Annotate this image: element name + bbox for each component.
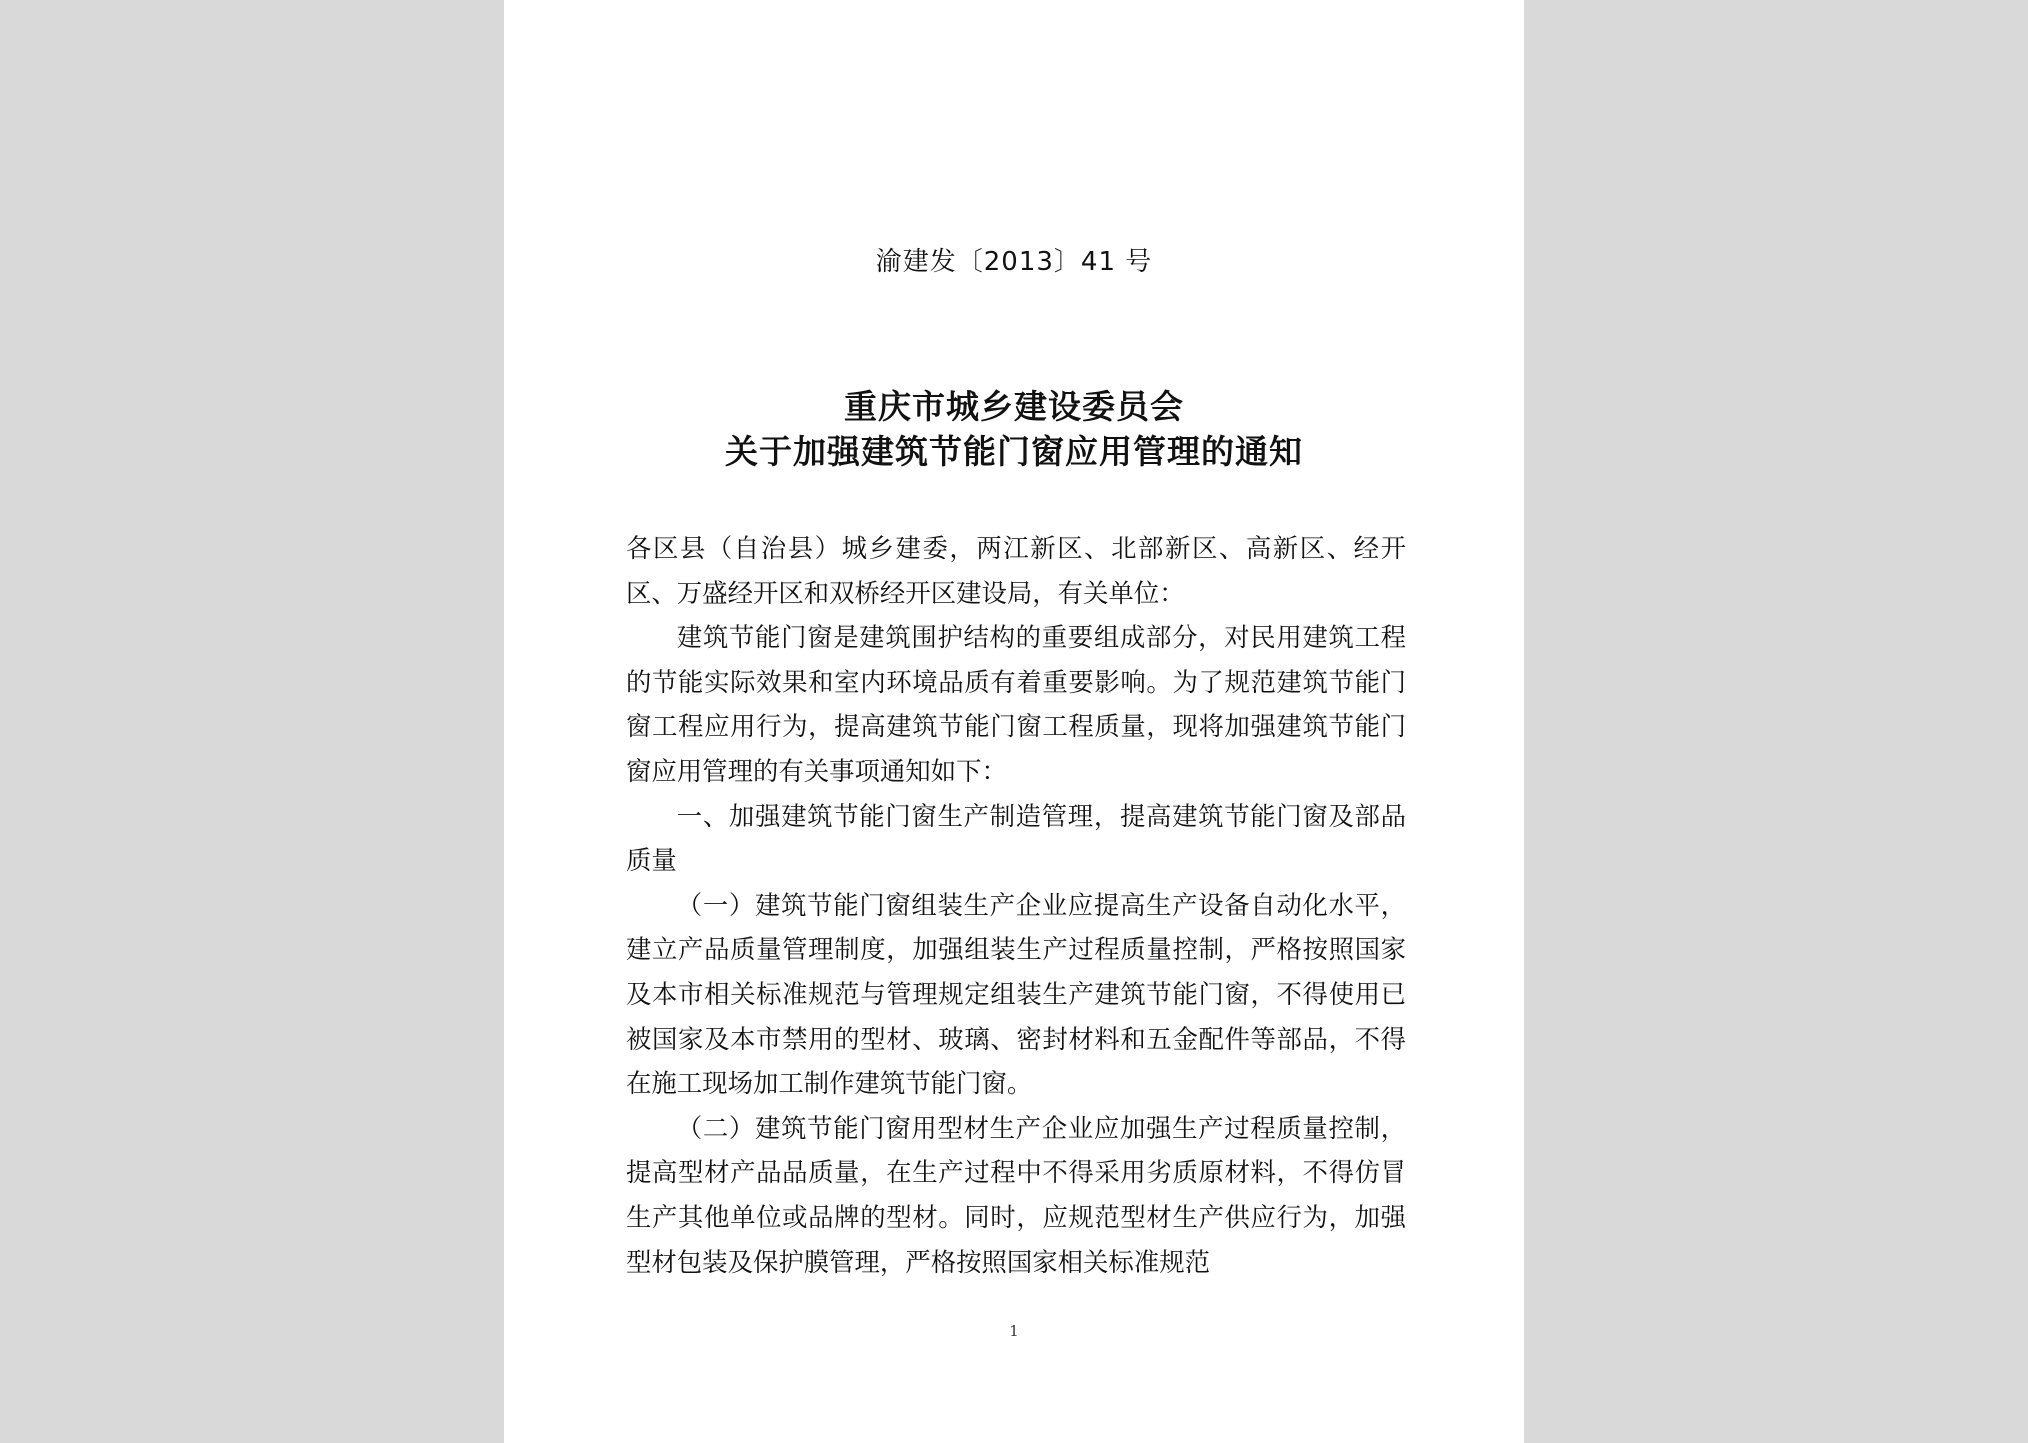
document-body	[626, 526, 1406, 1284]
document-number: 渝建发〔2013〕41 号	[875, 247, 1153, 277]
clause-paragraph-2: （二）建筑节能门窗用型材生产企业应加强生产过程质量控制，提高型材产品品质量，在生产过程中不得采用劣质原材料，不得仿冒生产其他单位或品牌的型材。同时，应规范型材生产供应行为，加强型材包装及保护膜管理，严格按照国家相关标准规范	[626, 1112, 1406, 1277]
title-line-2: 关于加强建筑节能门窗应用管理的通知	[725, 432, 1303, 471]
title-line-1: 重庆市城乡建设委员会	[844, 387, 1184, 426]
document-title	[504, 384, 1524, 474]
intro-paragraph: 建筑节能门窗是建筑围护结构的重要组成部分，对民用建筑工程的节能实际效果和室内环境品质有着重要影响。为了规范建筑节能门窗工程应用行为，提高建筑节能门窗工程质量，现将加强建筑节能门窗应用管理的有关事项通知如下：	[626, 622, 1406, 786]
document-page	[504, 0, 1524, 1443]
section-heading-1: 一、加强建筑节能门窗生产制造管理，提高建筑节能门窗及部品质量	[626, 800, 1406, 876]
clause-paragraph-1: （一）建筑节能门窗组装生产企业应提高生产设备自动化水平，建立产品质量管理制度，加强组装生产过程质量控制，严格按照国家及本市相关标准规范与管理规定组装生产建筑节能门窗，不得使用已被国家及本市禁用的型材、玻璃、密封材料和五金配件等部品，不得在施工现场加工制作建筑节能门窗。	[626, 889, 1406, 1099]
salutation-paragraph: 各区县（自治县）城乡建委，两江新区、北部新区、高新区、经开区、万盛经开区和双桥经开区建设局，有关单位：	[626, 533, 1406, 608]
page-number: 1	[1009, 1322, 1019, 1340]
